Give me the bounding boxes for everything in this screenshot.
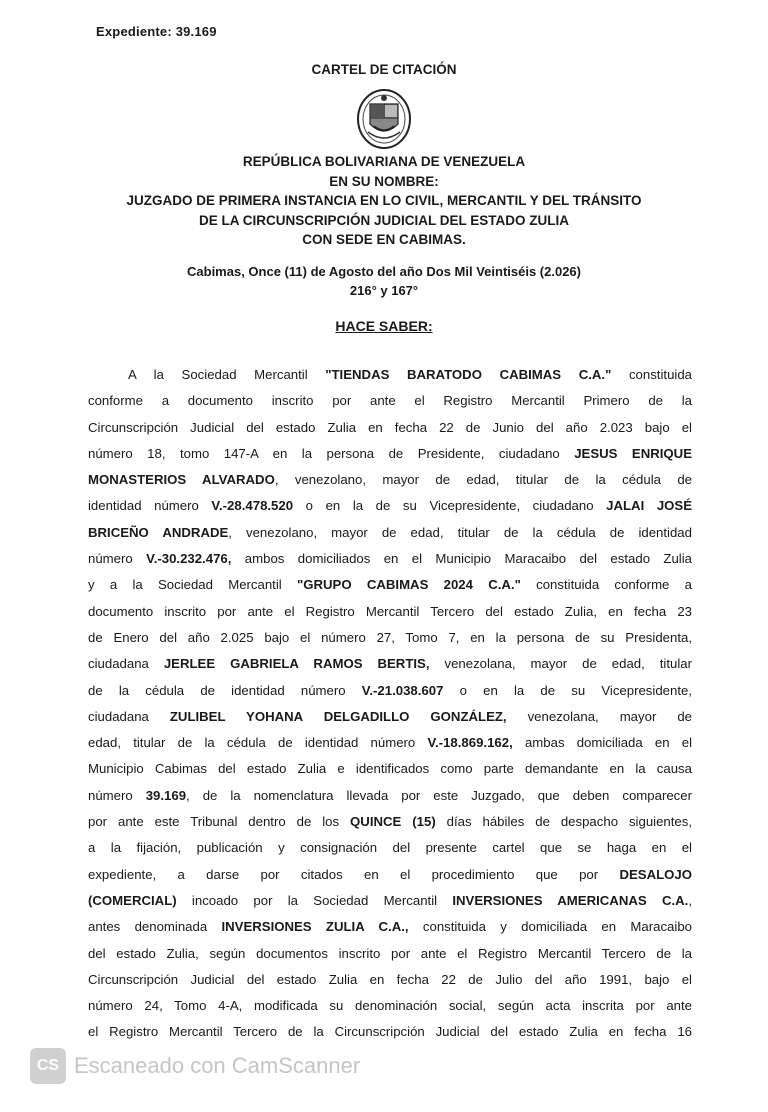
date-block: [0, 262, 768, 300]
body-line: BRICEÑO ANDRADE, venezolano, mayor de edad, titular de la cédula de identidad: [88, 524, 692, 540]
camscanner-watermark: [30, 1048, 360, 1084]
case-number: Expediente: 39.169: [96, 24, 217, 39]
body-line: documento inscrito por ante el Registro Mercantil Tercero del estado Zulia, en fecha 23: [88, 603, 692, 619]
body-line: ciudadana JERLEE GABRIELA RAMOS BERTIS, venezolana, mayor de edad, titular: [88, 656, 692, 672]
body-line: número 18, tomo 147-A en la persona de Presidente, ciudadano JESUS ENRIQUE: [88, 445, 692, 461]
body-line: Municipio Cabimas del estado Zulia e identificados como parte demandante en la causa: [88, 761, 692, 777]
heading-line: EN SU NOMBRE:: [329, 173, 439, 189]
body-line: identidad número V.-28.478.520 o en la de su Vicepresidente, ciudadano JALAI JOSÉ: [88, 498, 692, 514]
heading-line: CON SEDE EN CABIMAS.: [302, 232, 466, 247]
body-line: edad, titular de la cédula de identidad número V.-18.869.162, ambas domiciliada en el: [88, 735, 692, 751]
body-line: número 39.169, de la nomenclatura llevada por este Juzgado, que deben comparecer: [88, 787, 692, 803]
body-line: por ante este Tribunal dentro de los QUINCE (15) días hábiles de despacho siguientes,: [88, 814, 692, 830]
coat-of-arms-seal: [0, 86, 768, 150]
body-line: Circunscripción Judicial del estado Zulia en fecha 22 de Junio del año 2.023 bajo el: [88, 419, 692, 435]
citation-body: [88, 362, 692, 1046]
section-heading: HACE SABER:: [335, 318, 433, 334]
body-line: de Enero del año 2.025 bajo el número 27, Tomo 7, en la persona de su Presidenta,: [88, 629, 692, 645]
body-line: (COMERCIAL) incoado por la Sociedad Mercantil INVERSIONES AMERICANAS C.A.,: [88, 892, 692, 908]
camscanner-logo-icon: CS: [30, 1048, 66, 1084]
body-line: ciudadana ZULIBEL YOHANA DELGADILLO GONZÁLEZ, venezolana, mayor de: [88, 708, 692, 724]
document-title: CARTEL DE CITACIÓN: [311, 62, 457, 77]
watermark-text: Escaneado con CamScanner: [74, 1053, 361, 1078]
body-line: y a la Sociedad Mercantil "GRUPO CABIMAS 2024 C.A." constituida conforme a: [88, 577, 692, 593]
body-line: Circunscripción Judicial del estado Zulia en fecha 22 de Julio del año 1991, bajo el: [88, 971, 692, 987]
body-line: expediente, a darse por citados en el procedimiento que por DESALOJO: [88, 866, 692, 882]
date-line: Cabimas, Once (11) de Agosto del año Dos Mil Veintiséis (2.026): [187, 264, 581, 279]
heading-line: REPÚBLICA BOLIVARIANA DE VENEZUELA: [242, 154, 526, 169]
body-line: el Registro Mercantil Tercero de la Circunscripción Judicial del estado Zulia en fecha 16: [88, 1024, 692, 1040]
body-line: A la Sociedad Mercantil "TIENDAS BARATODO CABIMAS C.A." constituida: [128, 367, 692, 382]
body-line: MONASTERIOS ALVARADO, venezolano, mayor de edad, titular de la cédula de: [88, 472, 692, 488]
body-line: conforme a documento inscrito por ante el Registro Mercantil Primero de la: [88, 393, 692, 409]
body-line: a la fijación, publicación y consignación del presente cartel que se haga en el: [88, 840, 692, 856]
body-line: antes denominada INVERSIONES ZULIA C.A., constituida y domiciliada en Maracaibo: [88, 919, 692, 935]
body-line: de la cédula de identidad número V.-21.038.607 o en la de su Vicepresidente,: [88, 682, 692, 698]
body-line: del estado Zulia, según documentos inscrito por ante el Registro Mercantil Tercero de la: [88, 945, 692, 961]
heading-line: DE LA CIRCUNSCRIPCIÓN JUDICIAL DEL ESTADO ZULIA: [198, 212, 570, 228]
body-line: número 24, Tomo 4-A, modificada su denominación social, según acta inscrita por ante: [88, 998, 692, 1014]
years-line: 216° y 167°: [349, 283, 419, 298]
court-heading: [0, 152, 768, 250]
heading-line: JUZGADO DE PRIMERA INSTANCIA EN LO CIVIL, MERCANTIL Y DEL TRÁNSITO: [126, 193, 642, 208]
venezuela-coat-of-arms-icon: [354, 86, 414, 150]
body-line: número V.-30.232.476, ambos domiciliados en el Municipio Maracaibo del estado Zulia: [88, 551, 692, 567]
